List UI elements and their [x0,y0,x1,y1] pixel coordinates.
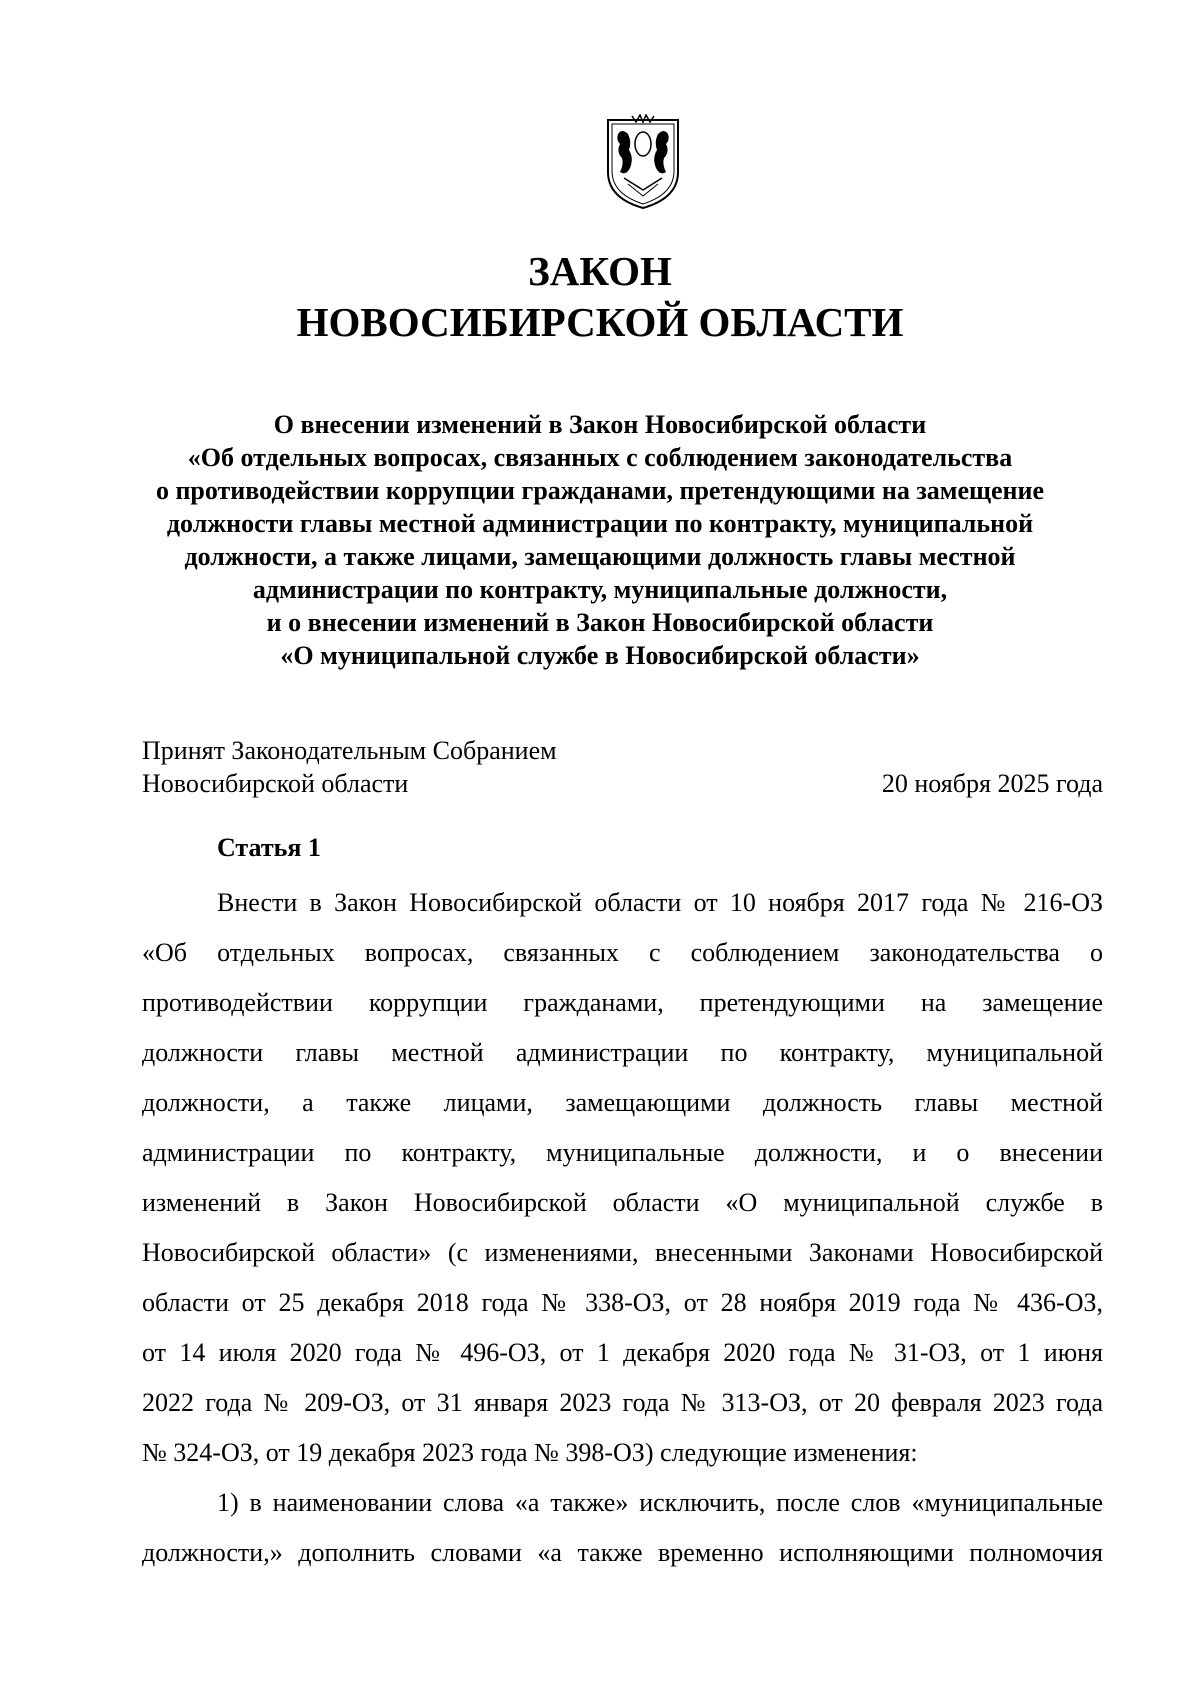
paragraph-line: от 14 июля 2020 года № 496-ОЗ, от 1 декабря 2020 года № 31-ОЗ, от 1 июня [142,1338,1103,1367]
paragraph-line: должности, а также лицами, замещающими должность главы местной [142,1088,1103,1117]
paragraph-line: 1) в наименовании слова «а также» исключить, после слов «муниципальные [217,1488,1103,1517]
adoption-line: Новосибирской области [142,769,409,798]
article-paragraph [142,878,1103,1478]
subtitle-line: «Об отдельных вопросах, связанных с соблюдением законодательства [187,443,1013,472]
adoption-date: 20 ноября 2025 года [881,769,1103,798]
document-title-region: НОВОСИБИРСКОЙ ОБЛАСТИ [296,299,904,345]
paragraph-line: Внести в Закон Новосибирской области от 10 ноября 2017 года № 216-ОЗ [217,888,1103,917]
paragraph-line: должности,» дополнить словами «а также временно исполняющими полномочия [142,1538,1103,1567]
coat-of-arms-icon [602,114,684,212]
law-subtitle [90,408,1110,672]
article-paragraph [142,1478,1103,1578]
paragraph-line: должности главы местной администрации по контракту, муниципальной [142,1038,1103,1067]
paragraph-line: изменений в Закон Новосибирской области «О муниципальной службе в [142,1188,1103,1217]
subtitle-line: «О муниципальной службе в Новосибирской области» [280,641,920,670]
adoption-note [142,734,557,800]
subtitle-line: о противодействии коррупции гражданами, претендующими на замещение [155,476,1045,505]
subtitle-line: администрации по контракту, муниципальные должности, [252,575,948,604]
article-heading: Статья 1 [217,833,321,862]
subtitle-line: и о внесении изменений в Закон Новосибирской области [266,608,934,637]
paragraph-line: области от 25 декабря 2018 года № 338-ОЗ, от 28 ноября 2019 года № 436-ОЗ, [142,1288,1103,1317]
paragraph-line: Новосибирской области» (с изменениями, внесенными Законами Новосибирской [142,1238,1103,1267]
paragraph-line: № 324-ОЗ, от 19 декабря 2023 года № 398-ОЗ) следующие изменения: [142,1438,918,1467]
paragraph-line: противодействии коррупции гражданами, претендующими на замещение [142,988,1103,1017]
subtitle-line: О внесении изменений в Закон Новосибирской области [273,410,927,439]
subtitle-line: должности главы местной администрации по контракту, муниципальной [166,509,1034,538]
paragraph-line: 2022 года № 209-ОЗ, от 31 января 2023 года № 313-ОЗ, от 20 февраля 2023 года [142,1388,1103,1417]
subtitle-line: должности, а также лицами, замещающими должность главы местной [184,542,1016,571]
paragraph-line: «Об отдельных вопросах, связанных с соблюдением законодательства о [142,938,1103,967]
adoption-line: Принят Законодательным Собранием [142,736,557,765]
paragraph-line: администрации по контракту, муниципальные должности, и о внесении [142,1138,1103,1167]
document-title-law: ЗАКОН [528,248,672,294]
